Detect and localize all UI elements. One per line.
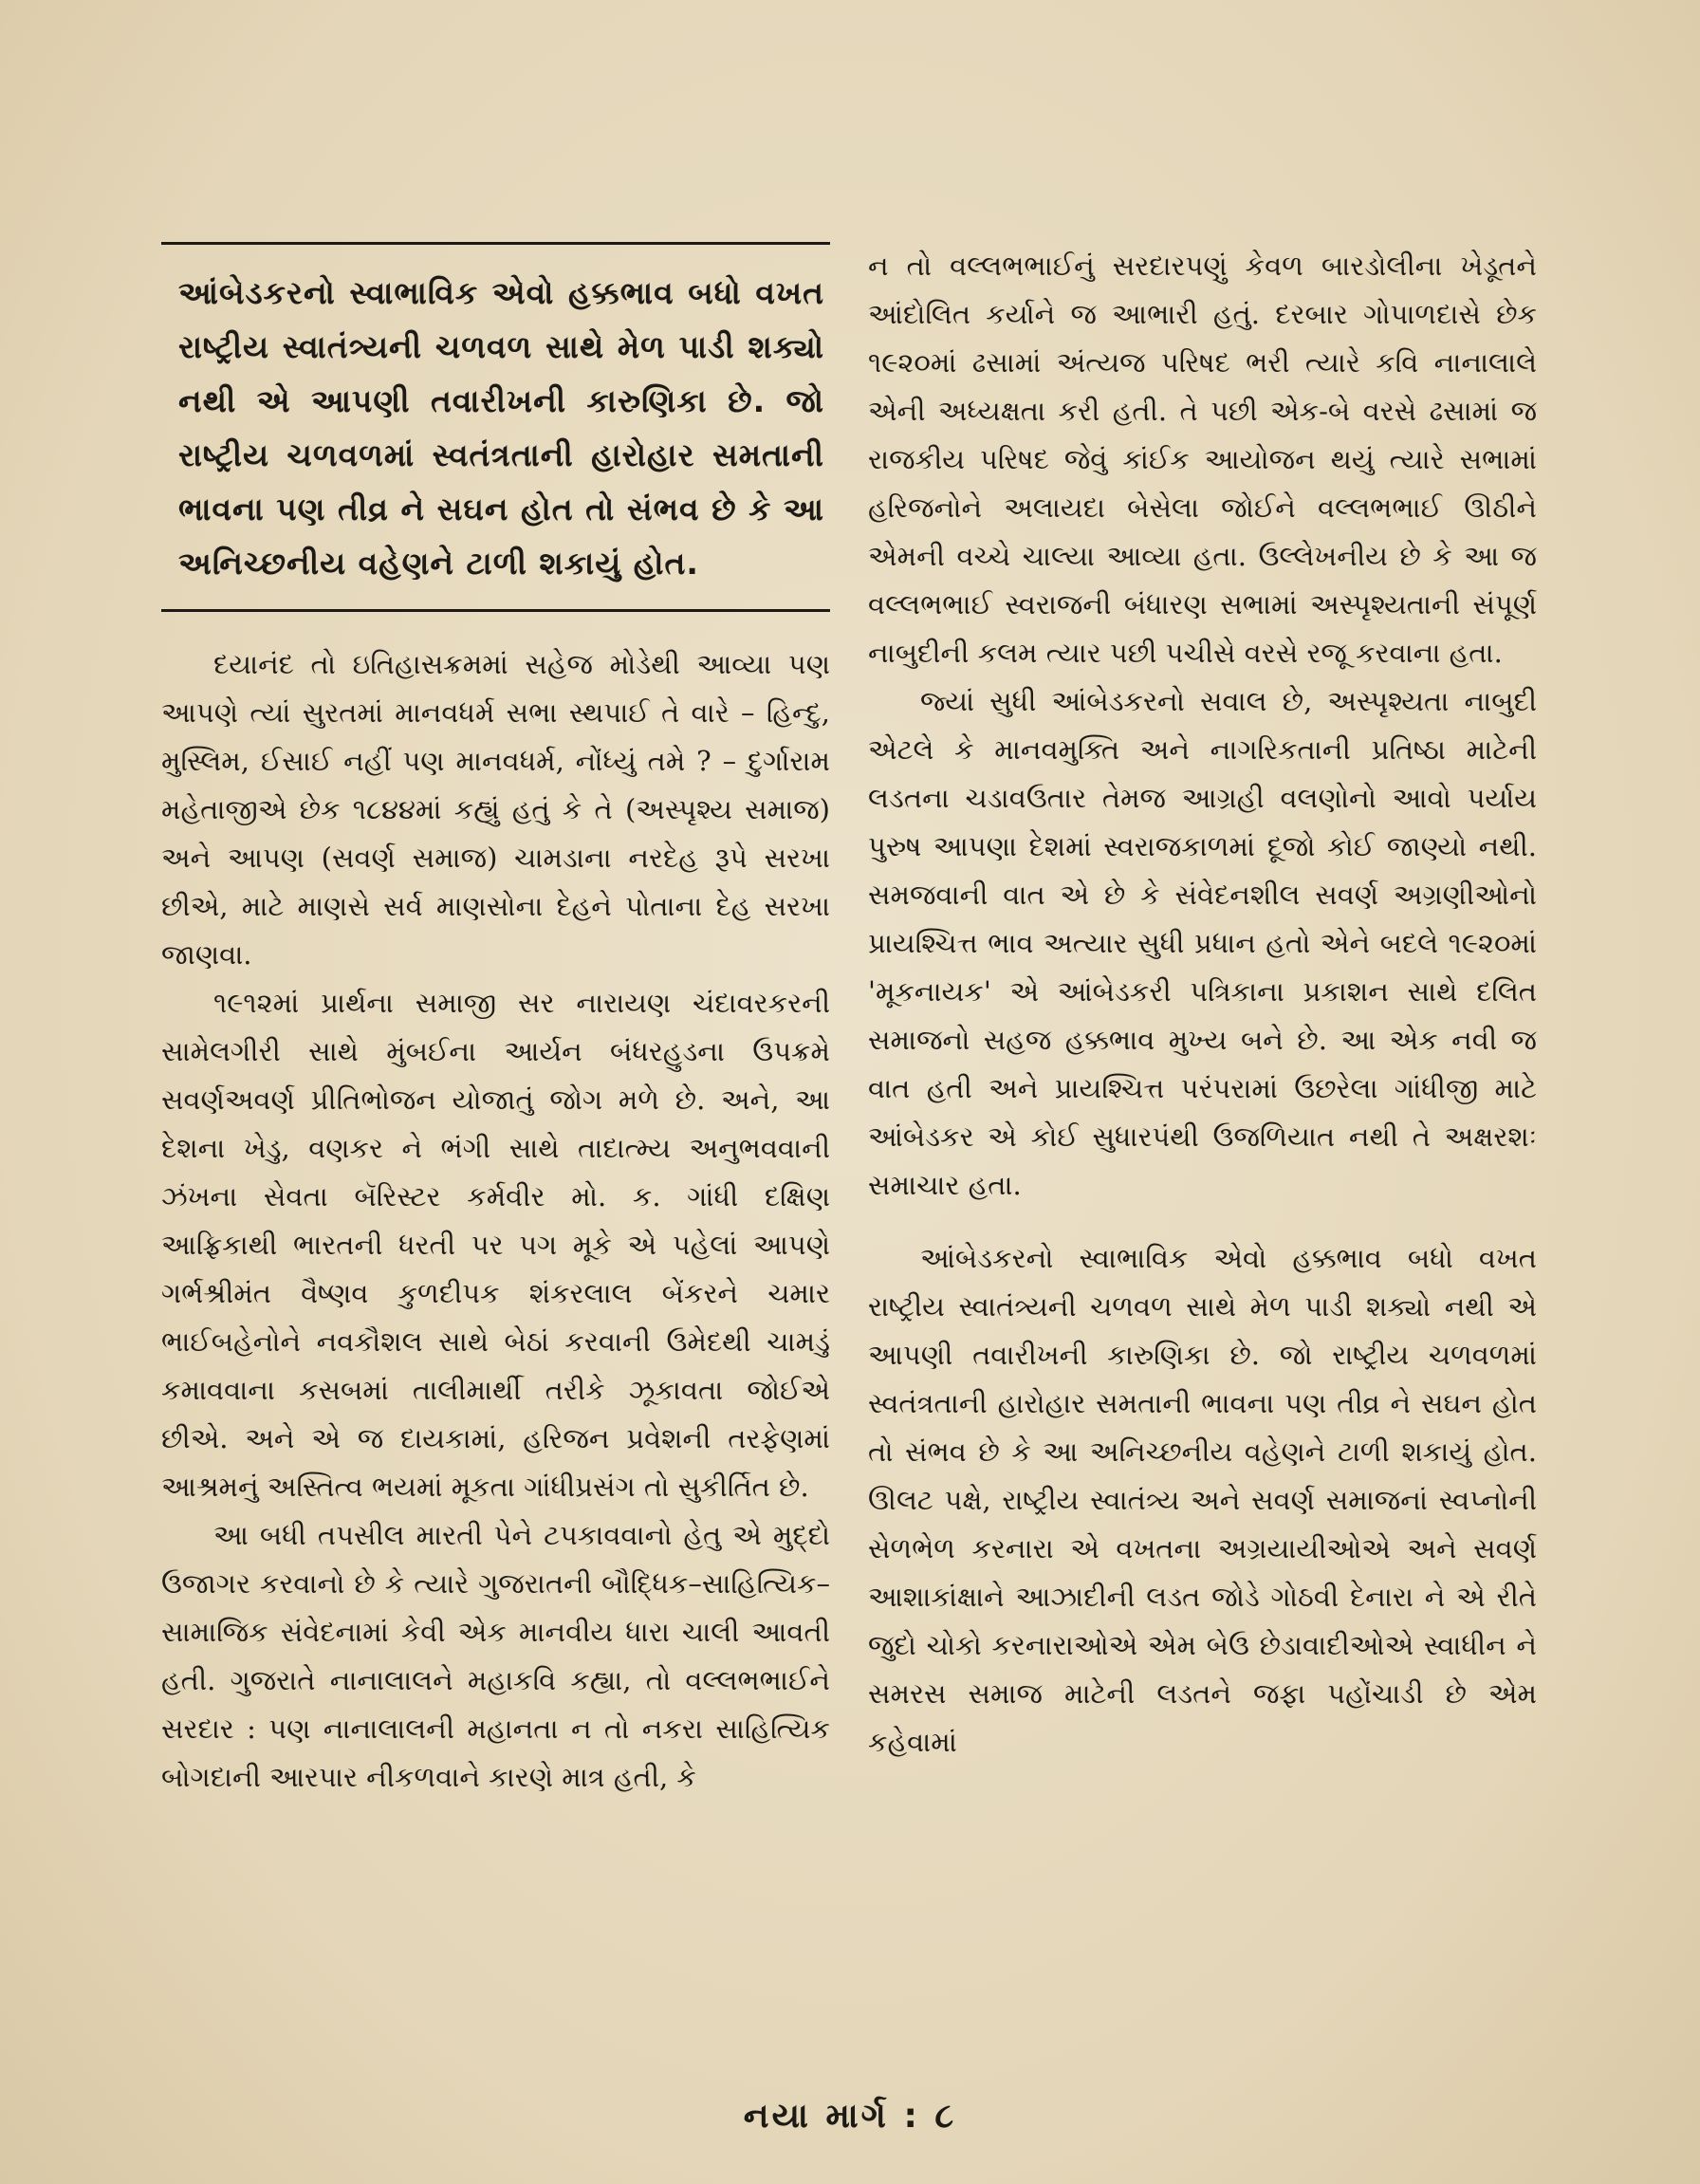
article-paragraph: આ બધી તપસીલ મારતી પેને ટપકાવવાનો હેતુ એ મુદ્દો ઉજાગર કરવાનો છે કે ત્યારે ગુજરાતની બૌદ્ધિક–સાહિત્યિક–સામાજિક સંવેદનામાં કેવી એક માનવીય ધારા ચાલી આવતી હતી. ગુજરાતે નાનાલાલને મહાકવિ કહ્યા, તો વલ્લભભાઈને સરદાર : પણ નાનાલાલની મહાનતા ન તો નકરા સાહિત્યિક બોગદાની આરપાર નીકળવાને કારણે માત્ર હતી, કે xyxy=(161,1519,830,1793)
pull-quote-text: આંબેડકરનો સ્વાભાવિક એવો હક્કભાવ બધો વખત રાષ્ટ્રીય સ્વાતંત્ર્યની ચળવળ સાથે મેળ પાડી શક્યો નથી એ આપણી તવારીખની કારુણિકા છે. જો રાષ્ટ્રીય ચળવળમાં સ્વતંત્રતાની હારોહાર સમતાની ભાવના પણ તીવ્ર ને સઘન હોત તો સંભવ છે કે આ અનિચ્છનીય વહેણને ટાળી શકાયું હોત. xyxy=(178,274,824,582)
left-column xyxy=(161,242,830,1802)
pull-quote-box xyxy=(161,242,830,612)
article-paragraph: ૧૯૧૨માં પ્રાર્થના સમાજી સર નારાયણ ચંદાવરકરની સામેલગીરી સાથે મુંબઈના આર્યન બંધરહુડના ઉપક્રમે સવર્ણઅવર્ણ પ્રીતિભોજન યોજાતું જોગ મળે છે. અને, આ દેશના ખેડુ, વણકર ને ભંગી સાથે તાદાત્મ્ય અનુભવવાની ઝંખના સેવતા બૅરિસ્ટર કર્મવીર મો. ક. ગાંધી દક્ષિણ આફ્રિકાથી ભારતની ધરતી પર પગ મૂકે એ પહેલાં આપણે ગર્ભશ્રીમંત વૈષ્ણવ કુળદીપક શંકરલાલ બેંકરને ચમાર ભાઈબહેનોને નવકૌશલ સાથે બેઠાં કરવાની ઉમેદથી ચામડું કમાવવાના કસબમાં તાલીમાર્થી તરીકે ઝૂકાવતા જોઈએ છીએ. અને એ જ દાયકામાં, હરિજન પ્રવેશની તરફેણમાં આશ્રમનું અસ્તિત્વ ભયમાં મૂકતા ગાંધીપ્રસંગ તો સુકીર્તિત છે. xyxy=(161,987,830,1503)
page-footer: નયા માર્ગ : ૮ xyxy=(743,2097,957,2136)
right-column xyxy=(868,242,1537,1767)
article-paragraph: ન તો વલ્લભભાઈનું સરદારપણું કેવળ બારડોલીના ખેડૂતને આંદોલિત કર્યાને જ આભારી હતું. દરબાર ગોપાળદાસે છેક ૧૯૨૦માં ઢસામાં અંત્યજ પરિષદ ભરી ત્યારે કવિ નાનાલાલે એની અધ્યક્ષતા કરી હતી. તે પછી એક-બે વરસે ઢસામાં જ રાજકીય પરિષદ જેવું કાંઈક આયોજન થયું ત્યારે સભામાં હરિજનોને અલાયદા બેસેલા જોઈને વલ્લભભાઈ ઊઠીને એમની વચ્ચે ચાલ્યા આવ્યા હતા. ઉલ્લેખનીય છે કે આ જ વલ્લભભાઈ સ્વરાજની બંધારણ સભામાં અસ્પૃશ્યતાની સંપૂર્ણ નાબુદીની કલમ ત્યાર પછી પચીસે વરસે રજૂ કરવાના હતા. xyxy=(868,250,1537,669)
article-paragraph: જ્યાં સુધી આંબેડકરનો સવાલ છે, અસ્પૃશ્યતા નાબુદી એટલે કે માનવમુક્તિ અને નાગરિકતાની પ્રતિષ્ઠા માટેની લડતના ચડાવઉતાર તેમજ આગ્રહી વલણોનો આવો પર્યાય પુરુષ આપણા દેશમાં સ્વરાજકાળમાં દૂજો કોઈ જાણ્યો નથી. સમજવાની વાત એ છે કે સંવેદનશીલ સવર્ણ અગ્રણીઓનો પ્રાયશ્ચિત્ત ભાવ અત્યાર સુધી પ્રધાન હતો એને બદલે ૧૯૨૦માં 'મૂકનાયક' એ આંબેડકરી પત્રિકાના પ્રકાશન સાથે દલિત સમાજનો સહજ હક્કભાવ મુખ્ય બને છે. આ એક નવી જ વાત હતી અને પ્રાયશ્ચિત્ત પરંપરામાં ઉછરેલા ગાંધીજી માટે આંબેડકર એ કોઈ સુધારપંથી ઉજળિયાત નથી તે અક્ષરશઃ સમાચાર હતા. xyxy=(868,685,1537,1201)
article-paragraph: આંબેડકરનો સ્વાભાવિક એવો હક્કભાવ બધો વખત રાષ્ટ્રીય સ્વાતંત્ર્યની ચળવળ સાથે મેળ પાડી શક્યો નથી એ આપણી તવારીખની કારુણિકા છે. જો રાષ્ટ્રીય ચળવળમાં સ્વતંત્રતાની હારોહાર સમતાની ભાવના પણ તીવ્ર ને સઘન હોત તો સંભવ છે કે આ અનિચ્છનીય વહેણને ટાળી શકાયું હોત. ઊલટ પક્ષે, રાષ્ટ્રીય સ્વાતંત્ર્ય અને સવર્ણ સમાજનાં સ્વપ્નોની સેળભેળ કરનારા એ વખતના અગ્રયાયીઓએ અને સવર્ણ આશાકાંક્ષાને આઝાદીની લડત જોડે ગોઠવી દેનારા ને એ રીતે જુદો ચોકો કરનારાઓએ એમ બેઉ છેડાવાદીઓએ સ્વાધીન ને સમરસ સમાજ માટેની લડતને જફા પહોંચાડી છે એમ કહેવામાં xyxy=(868,1242,1537,1758)
article-paragraph: દયાનંદ તો ઇતિહાસક્રમમાં સહેજ મોડેથી આવ્યા પણ આપણે ત્યાં સુરતમાં માનવધર્મ સભા સ્થપાઈ તે વારે – હિન્દુ, મુસ્લિમ, ઈસાઈ નહીં પણ માનવધર્મ, નોંધ્યું તમે ? – દુર્ગારામ મહેતાજીએ છેક ૧૮૪૪માં કહ્યું હતું કે તે (અસ્પૃશ્ય સમાજ) અને આપણ (સવર્ણ સમાજ) ચામડાના નરદેહ રૂપે સરખા છીએ, માટે માણસે સર્વ માણસોના દેહને પોતાના દેહ સરખા જાણવા. xyxy=(161,648,830,971)
